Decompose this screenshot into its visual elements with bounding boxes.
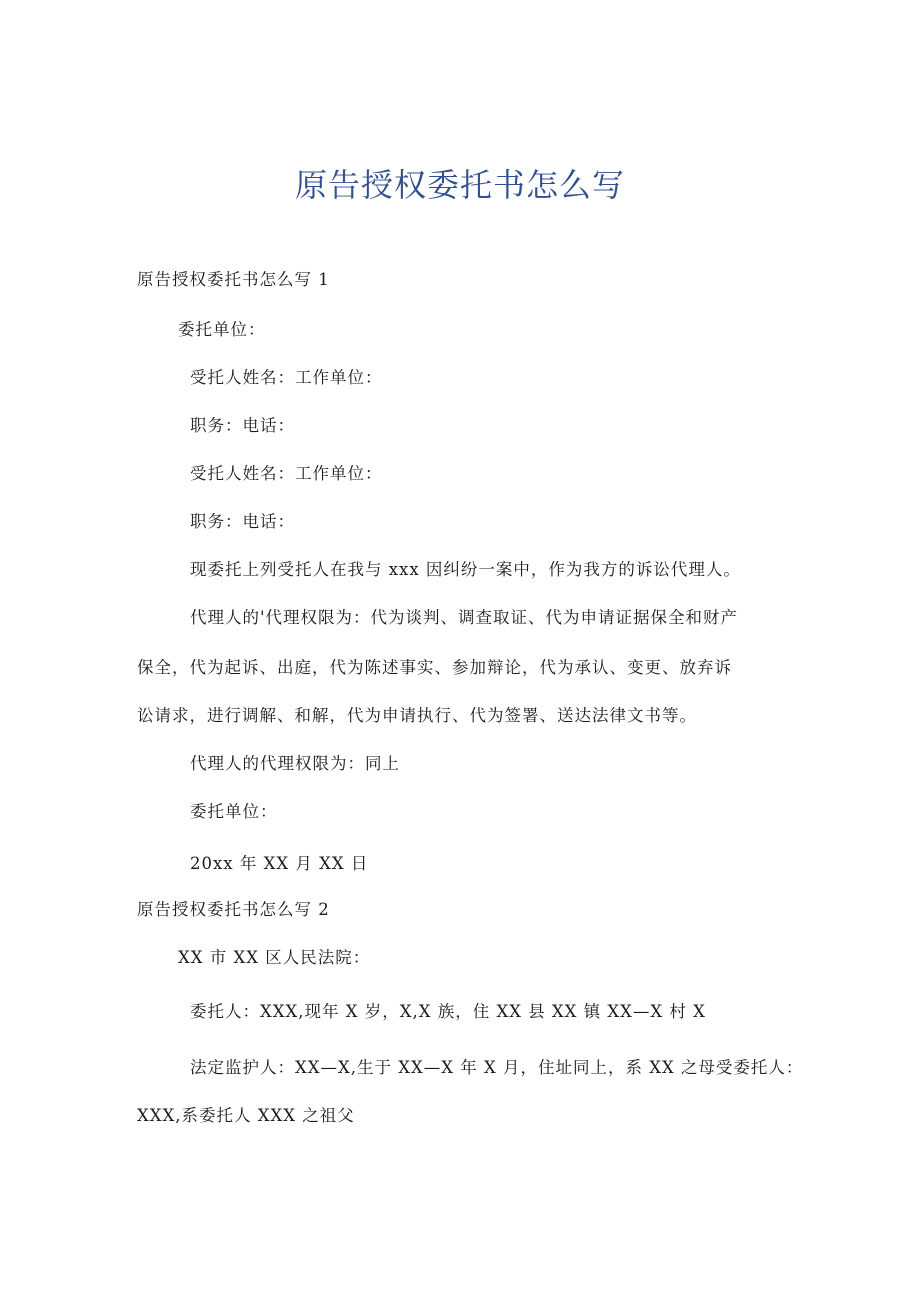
trustee-info-line: XXX,系委托人 XXX 之祖父: [137, 1106, 355, 1125]
section-heading-2: 原告授权委托书怎么写 2: [137, 900, 330, 919]
client-info-line: 委托人：XXX,现年 X 岁，X,X 族，住 XX 县 XX 镇 XX—X 村 X: [190, 1002, 706, 1021]
authority-paragraph-line-2: 保全，代为起诉、出庭，代为陈述事实、参加辩论，代为承认、变更、放弃诉: [137, 658, 732, 677]
date-line: 20xx 年 XX 月 XX 日: [190, 854, 369, 873]
agent-name-line-2: 受托人姓名：工作单位：: [190, 464, 383, 483]
authority-same-line: 代理人的代理权限为：同上: [190, 754, 400, 773]
agent-name-line: 受托人姓名：工作单位：: [190, 368, 383, 387]
delegation-paragraph: 现委托上列受托人在我与 xxx 因纠纷一案中，作为我方的诉讼代理人。: [190, 560, 741, 579]
authority-paragraph-line-1: 代理人的'代理权限为：代为谈判、调查取证、代为申请证据保全和财产: [190, 608, 739, 627]
court-address-line: XX 市 XX 区人民法院：: [178, 948, 371, 967]
position-phone-line-2: 职务：电话：: [190, 512, 295, 531]
document-title: 原告授权委托书怎么写: [294, 166, 625, 204]
client-unit-label-2: 委托单位：: [190, 802, 278, 821]
position-phone-line: 职务：电话：: [190, 416, 295, 435]
authority-paragraph-line-3: 讼请求，进行调解、和解，代为申请执行、代为签署、送达法律文书等。: [137, 706, 697, 725]
client-unit-label: 委托单位：: [178, 320, 266, 339]
section-heading-1: 原告授权委托书怎么写 1: [137, 270, 330, 289]
guardian-info-line: 法定监护人：XX—X,生于 XX—X 年 X 月，住址同上，系 XX 之母受委托人：: [190, 1058, 804, 1077]
